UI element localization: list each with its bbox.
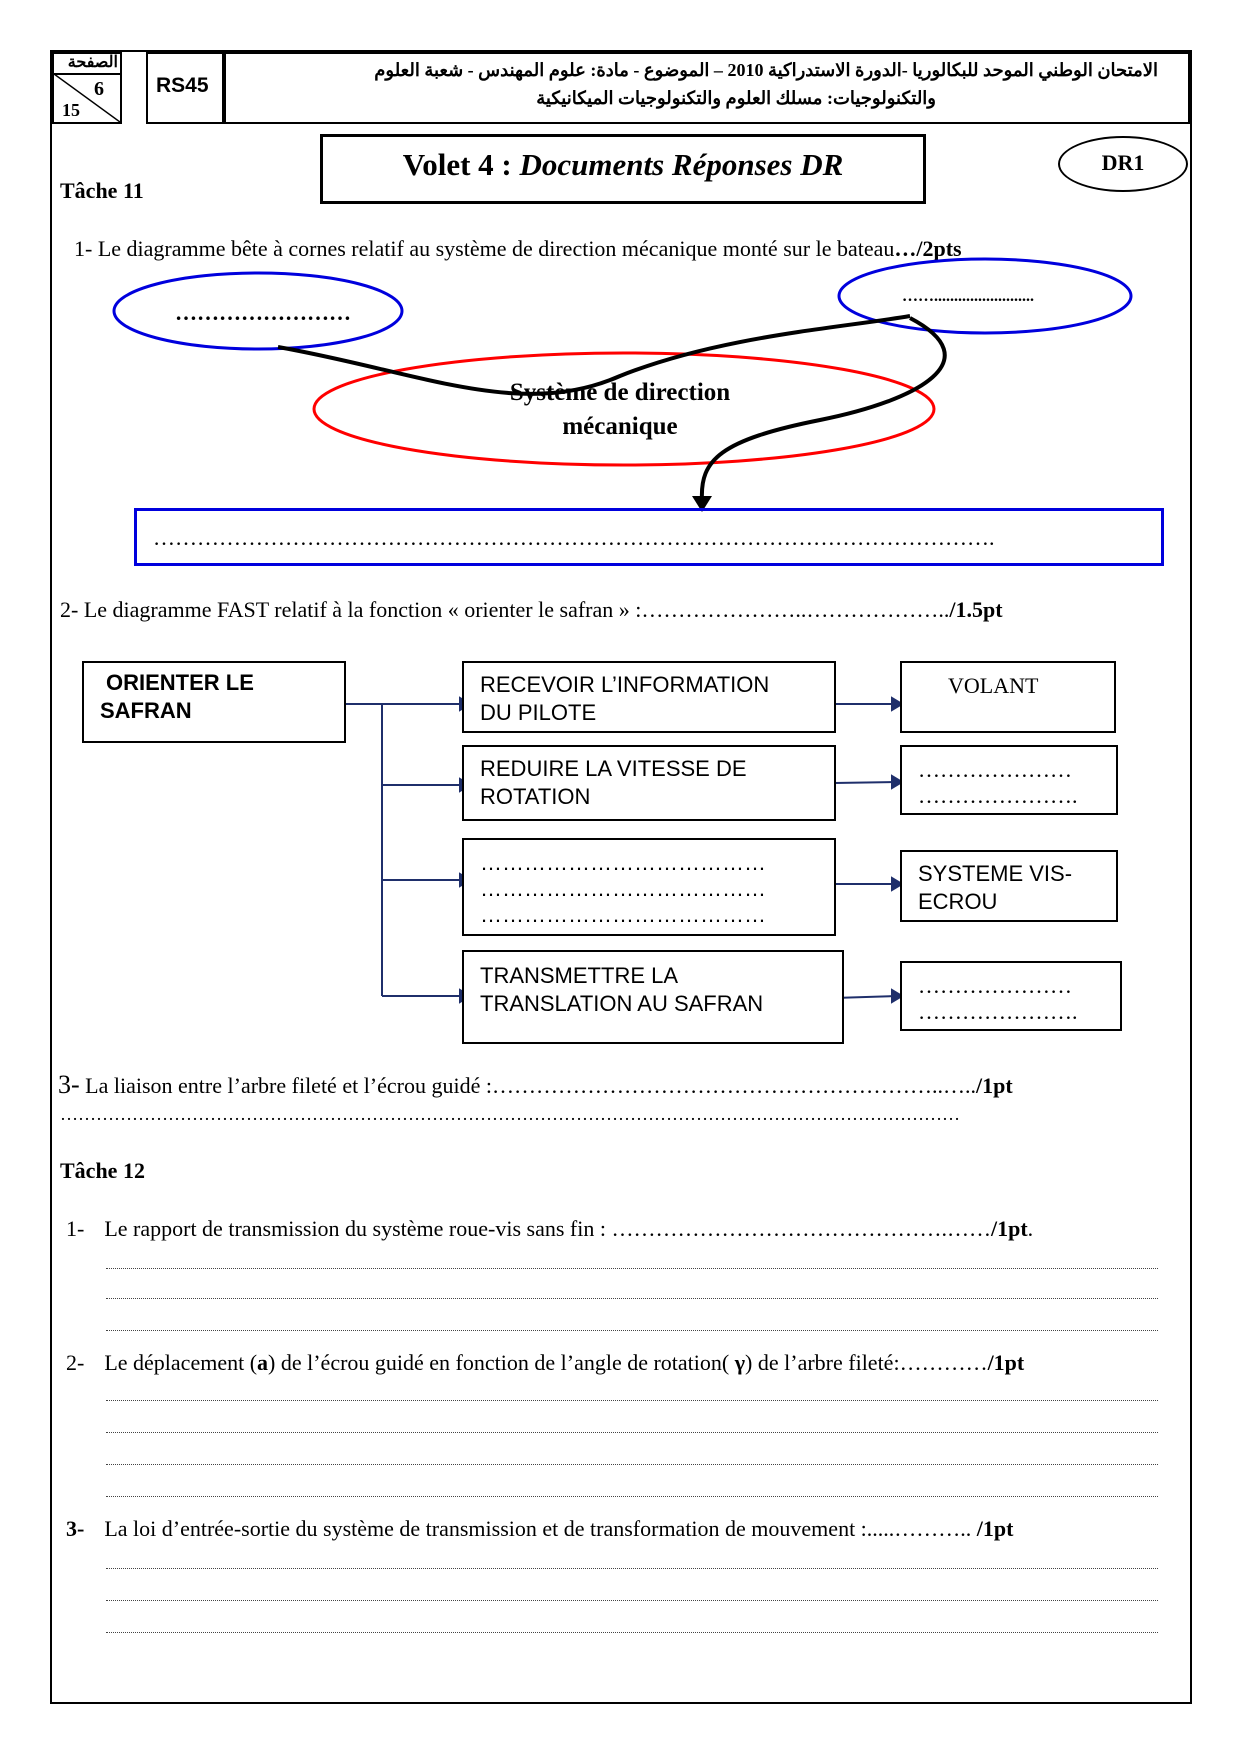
dr-badge-label: DR1 [1101,150,1145,175]
center-label-line1: Système de direction [509,379,731,406]
fast-function-4-line1: TRANSMETTRE LA [480,963,679,988]
fast-function-4-line2: TRANSLATION AU SAFRAN [480,991,764,1016]
ellipse-left-text[interactable]: …………………… [175,300,351,325]
exam-title-line1: الامتحان الوطني الموحد للبكالوريا -الدورة الاستدراكية 2010 – الموضوع - مادة: علوم المهندس - شعبة العلوم [374,60,1158,80]
fast-solution-2-line1: ………………… [918,757,1072,782]
center-label-line2: mécanique [562,413,678,440]
t12-q1-answer-line-2[interactable] [106,1298,1158,1299]
page-total: 15 [62,100,80,120]
tache11-title: Tâche 11 [60,178,144,203]
fast-function-2-line2: ROTATION [480,784,591,809]
fast-function-1-line1: RECEVOIR L’INFORMATION [480,672,770,697]
t12-q3-answer-line-3[interactable] [106,1632,1158,1633]
fast-solution-2[interactable] [900,745,1118,815]
fast-solution-2-line2: …………………. [918,783,1078,808]
t12-q2-answer-line-2[interactable] [106,1432,1158,1433]
fast-function-3-line1: ………………………………… [480,850,766,875]
fast-function-3[interactable] [462,838,836,936]
fast-function-2 [462,745,836,821]
fast-function-3-line3: ………………………………… [480,902,766,927]
fast-function-4 [462,950,844,1044]
t12-q2-answer-line-1[interactable] [106,1400,1158,1401]
fast-function-1 [462,661,836,733]
t12-q2: 2- Le déplacement (a) de l’écrou guidé en fonction de l’angle de rotation( γ) de l’arbre fileté:…………/1pt [66,1350,1025,1375]
fast-main-line1: ORIENTER LE [106,670,254,695]
fast-function-3-line2: ………………………………… [480,876,766,901]
function-answer-text: ……………………………………………………………………………………………………. [153,525,995,550]
page-label: الصفحة [67,54,118,71]
fast-solution-1 [900,661,1116,733]
ellipse-right-text[interactable]: ……......................... [902,288,1034,305]
t12-q1-answer-line-3[interactable] [106,1330,1158,1331]
t11-q2: 2- Le diagramme FAST relatif à la fonction « orienter le safran » :…………………..………………../1.5pt [60,597,1003,622]
t12-q3: 3- La loi d’entrée-sortie du système de transmission et de transformation de mouvement :.....……….. /1pt [66,1516,1014,1541]
fast-main-line2: SAFRAN [100,698,192,723]
fast-function-1-line2: DU PILOTE [480,700,597,725]
t12-q2-answer-line-3[interactable] [106,1464,1158,1465]
page-num: 6 [94,78,104,100]
fast-solution-3-line1: SYSTEME VIS- [918,861,1073,886]
tache12-title: Tâche 12 [60,1158,145,1183]
t11-q3: 3- La liaison entre l’arbre fileté et l’écrou guidé :……………………………………………………..…../1pt [58,1070,1013,1099]
t12-q3-answer-line-2[interactable] [106,1600,1158,1601]
fast-function-2-line1: REDUIRE LA VITESSE DE [480,756,747,781]
t12-q3-answer-line-1[interactable] [106,1568,1158,1569]
fast-solution-1-line1: VOLANT [948,673,1039,698]
exam-title-line2: والتكنولوجيات: مسلك العلوم والتكنولوجيات الميكانيكية [536,88,936,108]
exam-code: RS45 [156,74,209,97]
volet-title: Volet 4 : Documents Réponses DR [402,147,844,182]
t11-q3-answer-line[interactable]: …………………………………………………………………………………………………………………………………… [60,1104,960,1124]
t11-q1: 1- Le diagramme bête à cornes relatif au système de direction mécanique monté sur le bateau…/2pts [74,236,962,261]
t12-q1-answer-line-1[interactable] [106,1268,1158,1269]
fast-solution-3-line2: ECROU [918,889,998,914]
fast-solution-3 [900,850,1118,922]
fast-solution-4-line2: …………………. [918,999,1078,1024]
t12-q1: 1- Le rapport de transmission du système roue-vis sans fin : ……………………………………….……/1pt. [66,1216,1034,1241]
fast-solution-4[interactable] [900,961,1122,1031]
fast-solution-4-line1: ………………… [918,973,1072,998]
fast-main-function [82,661,346,743]
t12-q2-answer-line-4[interactable] [106,1496,1158,1497]
